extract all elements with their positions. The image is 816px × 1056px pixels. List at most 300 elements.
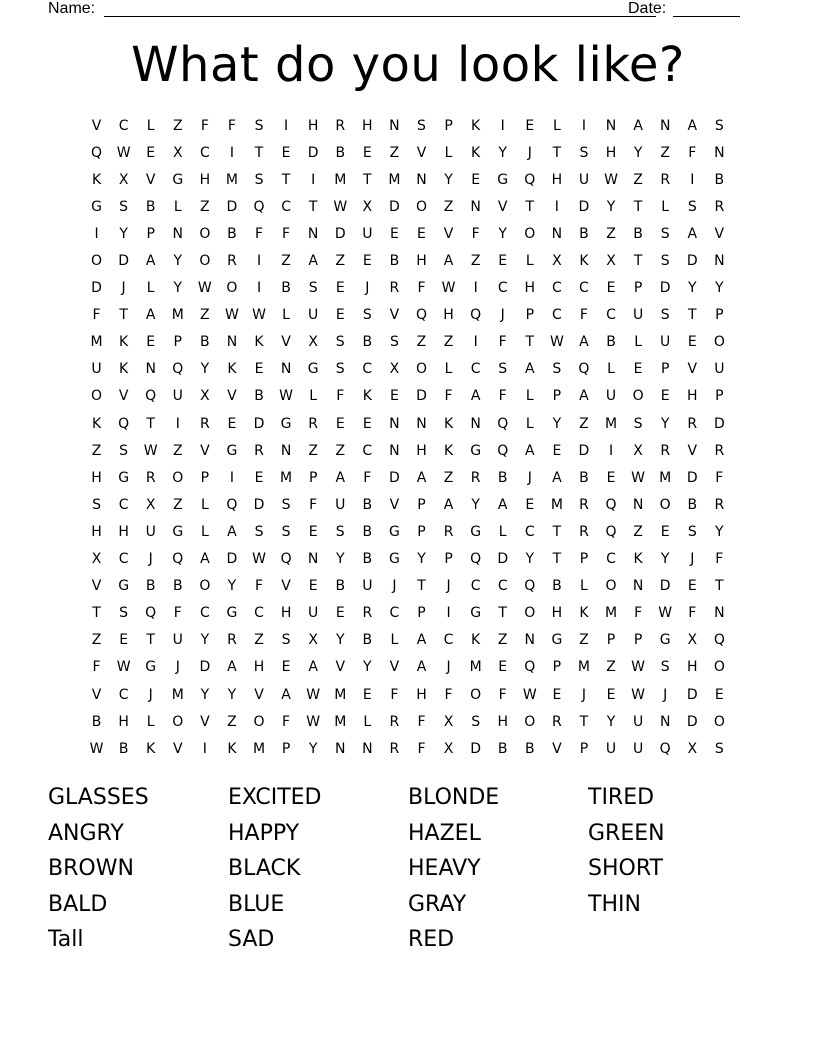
grid-letter[interactable]: I (256, 253, 262, 270)
grid-letter[interactable]: O (172, 713, 184, 730)
grid-letter[interactable]: C (389, 605, 400, 622)
grid-letter[interactable]: A (687, 117, 698, 134)
grid-letter[interactable]: Z (606, 225, 616, 242)
grid-letter[interactable]: E (254, 361, 264, 378)
grid-letter[interactable]: A (443, 496, 454, 513)
grid-letter[interactable]: E (335, 605, 345, 622)
grid-letter[interactable]: S (308, 280, 318, 297)
grid-letter[interactable]: B (362, 334, 373, 351)
grid-letter[interactable]: T (146, 415, 155, 432)
grid-letter[interactable]: O (713, 659, 725, 676)
grid-letter[interactable]: B (687, 496, 698, 513)
grid-letter[interactable]: Z (281, 253, 291, 270)
grid-letter[interactable]: G (470, 442, 482, 459)
grid-letter[interactable]: R (579, 496, 589, 513)
grid-letter[interactable]: D (253, 415, 265, 432)
grid-letter[interactable]: A (227, 659, 237, 676)
grid-letter[interactable]: Q (524, 171, 536, 188)
grid-letter[interactable]: B (606, 334, 616, 351)
grid-letter[interactable]: E (119, 632, 129, 649)
grid-letter[interactable]: J (690, 551, 695, 568)
grid-letter[interactable]: E (362, 415, 372, 432)
grid-letter[interactable]: B (497, 740, 508, 757)
grid-letter[interactable]: A (579, 334, 589, 351)
grid-letter[interactable]: O (415, 198, 427, 215)
grid-letter[interactable]: L (390, 632, 399, 649)
grid-letter[interactable]: P (633, 632, 643, 649)
grid-letter[interactable]: N (470, 198, 481, 215)
grid-letter[interactable]: Y (715, 280, 724, 297)
grid-letter[interactable]: Q (605, 523, 617, 540)
grid-letter[interactable]: Z (254, 632, 264, 649)
grid-letter[interactable]: Z (91, 632, 102, 649)
grid-letter[interactable]: T (417, 578, 426, 595)
grid-letter[interactable]: W (89, 740, 104, 757)
grid-letter[interactable]: N (659, 713, 671, 730)
grid-letter[interactable]: S (254, 117, 264, 134)
grid-letter[interactable]: I (94, 225, 99, 242)
grid-letter[interactable]: Q (470, 551, 482, 568)
grid-letter[interactable]: A (308, 253, 318, 270)
grid-letter[interactable]: A (687, 225, 698, 242)
date-blank-line[interactable] (673, 0, 740, 17)
grid-letter[interactable]: D (253, 496, 265, 513)
grid-letter[interactable]: J (527, 144, 532, 161)
grid-letter[interactable]: U (172, 388, 183, 405)
grid-letter[interactable]: J (175, 659, 180, 676)
grid-letter[interactable]: V (416, 144, 427, 161)
grid-letter[interactable]: X (389, 361, 400, 378)
grid-letter[interactable]: Q (172, 551, 184, 568)
grid-letter[interactable]: S (254, 523, 264, 540)
grid-letter[interactable]: I (473, 280, 478, 297)
grid-letter[interactable]: C (470, 578, 481, 595)
grid-letter[interactable]: Y (335, 632, 345, 649)
grid-letter[interactable]: R (552, 713, 562, 730)
grid-letter[interactable]: I (554, 198, 559, 215)
grid-letter[interactable]: Q (415, 307, 427, 324)
grid-letter[interactable]: V (254, 686, 264, 703)
grid-letter[interactable]: W (197, 280, 212, 297)
grid-letter[interactable]: S (687, 198, 697, 215)
grid-letter[interactable]: T (715, 578, 724, 595)
grid-letter[interactable]: N (714, 144, 725, 161)
grid-letter[interactable]: J (500, 307, 505, 324)
grid-letter[interactable]: E (552, 442, 562, 459)
grid-letter[interactable]: F (579, 307, 588, 324)
grid-letter[interactable]: Y (173, 253, 183, 270)
grid-letter[interactable]: V (200, 442, 210, 459)
grid-letter[interactable]: X (443, 713, 454, 730)
grid-letter[interactable]: J (392, 578, 397, 595)
grid-letter[interactable]: V (91, 686, 102, 703)
grid-letter[interactable]: Y (552, 415, 562, 432)
grid-letter[interactable]: E (606, 469, 616, 486)
grid-letter[interactable]: Q (172, 361, 184, 378)
grid-letter[interactable]: U (605, 388, 617, 405)
grid-letter[interactable]: I (581, 117, 587, 134)
grid-letter[interactable]: B (145, 198, 156, 215)
grid-letter[interactable]: T (281, 171, 291, 188)
grid-letter[interactable]: Y (200, 632, 210, 649)
grid-letter[interactable]: Q (145, 605, 157, 622)
grid-letter[interactable]: D (713, 415, 725, 432)
grid-letter[interactable]: C (524, 523, 535, 540)
grid-letter[interactable]: D (686, 686, 698, 703)
grid-letter[interactable]: H (551, 171, 563, 188)
grid-letter[interactable]: T (92, 605, 101, 622)
grid-letter[interactable]: N (389, 117, 400, 134)
grid-letter[interactable]: Z (172, 496, 183, 513)
grid-letter[interactable]: N (280, 442, 292, 459)
grid-letter[interactable]: E (308, 578, 318, 595)
grid-letter[interactable]: F (227, 117, 236, 134)
grid-letter[interactable]: A (525, 361, 535, 378)
grid-letter[interactable]: C (443, 632, 454, 649)
grid-letter[interactable]: W (306, 713, 321, 730)
grid-letter[interactable]: W (143, 442, 158, 459)
grid-letter[interactable]: Z (579, 415, 589, 432)
grid-letter[interactable]: D (578, 198, 590, 215)
grid-letter[interactable]: H (362, 117, 373, 134)
grid-letter[interactable]: S (660, 307, 670, 324)
grid-letter[interactable]: R (308, 415, 319, 432)
grid-letter[interactable]: R (687, 415, 698, 432)
grid-letter[interactable]: A (579, 388, 589, 405)
grid-letter[interactable]: N (659, 117, 671, 134)
grid-letter[interactable]: K (579, 605, 589, 622)
grid-letter[interactable]: W (522, 686, 537, 703)
grid-letter[interactable]: N (714, 605, 725, 622)
grid-letter[interactable]: B (362, 523, 373, 540)
grid-letter[interactable]: I (473, 334, 478, 351)
grid-letter[interactable]: G (172, 171, 184, 188)
grid-letter[interactable]: M (604, 605, 618, 622)
grid-letter[interactable]: W (631, 469, 646, 486)
grid-letter[interactable]: Z (443, 469, 454, 486)
grid-letter[interactable]: H (280, 605, 292, 622)
grid-letter[interactable]: X (172, 144, 183, 161)
grid-letter[interactable]: L (634, 334, 642, 351)
grid-letter[interactable]: E (281, 144, 291, 161)
grid-letter[interactable]: F (715, 469, 724, 486)
grid-letter[interactable]: G (280, 415, 292, 432)
grid-letter[interactable]: R (145, 469, 156, 486)
grid-letter[interactable]: T (552, 144, 562, 161)
grid-letter[interactable]: S (660, 225, 670, 242)
grid-letter[interactable]: U (578, 171, 590, 188)
grid-letter[interactable]: W (333, 198, 348, 215)
grid-letter[interactable]: O (632, 388, 644, 405)
grid-letter[interactable]: Z (660, 144, 670, 161)
grid-letter[interactable]: B (497, 469, 508, 486)
grid-letter[interactable]: C (118, 551, 129, 568)
grid-letter[interactable]: L (173, 198, 182, 215)
grid-letter[interactable]: G (388, 551, 400, 568)
grid-letter[interactable]: R (660, 171, 671, 188)
grid-letter[interactable]: S (335, 361, 345, 378)
grid-letter[interactable]: W (225, 307, 239, 324)
grid-letter[interactable]: X (633, 442, 643, 459)
grid-letter[interactable]: G (145, 659, 157, 676)
grid-letter[interactable]: Q (470, 307, 482, 324)
grid-letter[interactable]: Y (119, 225, 128, 242)
grid-letter[interactable]: O (659, 496, 671, 513)
grid-letter[interactable]: D (470, 740, 482, 757)
grid-letter[interactable]: H (91, 469, 102, 486)
grid-letter[interactable]: O (524, 605, 536, 622)
grid-letter[interactable]: V (145, 171, 156, 188)
grid-letter[interactable]: E (471, 171, 481, 188)
grid-letter[interactable]: E (606, 686, 616, 703)
grid-letter[interactable]: T (525, 198, 535, 215)
grid-letter[interactable]: S (119, 198, 129, 215)
grid-letter[interactable]: K (471, 144, 481, 161)
grid-letter[interactable]: D (118, 253, 129, 270)
grid-letter[interactable]: S (254, 171, 264, 188)
grid-letter[interactable]: N (307, 225, 319, 242)
grid-letter[interactable]: N (714, 253, 725, 270)
grid-letter[interactable]: F (498, 334, 507, 351)
grid-letter[interactable]: W (306, 686, 321, 703)
grid-letter[interactable]: W (631, 686, 646, 703)
grid-letter[interactable]: A (470, 388, 481, 405)
grid-letter[interactable]: E (362, 253, 372, 270)
grid-letter[interactable]: H (118, 713, 129, 730)
grid-letter[interactable]: C (118, 686, 129, 703)
grid-letter[interactable]: J (663, 686, 668, 703)
grid-letter[interactable]: D (226, 551, 238, 568)
grid-letter[interactable]: Z (416, 334, 427, 351)
grid-letter[interactable]: L (200, 496, 209, 513)
grid-letter[interactable]: H (91, 523, 102, 540)
grid-letter[interactable]: X (145, 496, 156, 513)
grid-letter[interactable]: U (91, 361, 102, 378)
grid-letter[interactable]: B (91, 713, 102, 730)
grid-letter[interactable]: H (416, 253, 427, 270)
grid-letter[interactable]: A (416, 632, 427, 649)
grid-letter[interactable]: H (416, 442, 427, 459)
grid-letter[interactable]: K (119, 361, 129, 378)
grid-letter[interactable]: G (226, 442, 238, 459)
grid-letter[interactable]: Y (227, 686, 237, 703)
grid-letter[interactable]: A (443, 253, 454, 270)
grid-letter[interactable]: N (632, 496, 644, 513)
grid-letter[interactable]: H (524, 280, 536, 297)
grid-letter[interactable]: D (226, 198, 238, 215)
grid-letter[interactable]: V (91, 117, 102, 134)
grid-letter[interactable]: Z (227, 713, 237, 730)
grid-letter[interactable]: F (254, 225, 264, 242)
grid-letter[interactable]: J (446, 659, 451, 676)
grid-letter[interactable]: C (199, 144, 210, 161)
grid-letter[interactable]: G (118, 578, 130, 595)
grid-letter[interactable]: X (687, 740, 698, 757)
grid-letter[interactable]: F (498, 686, 507, 703)
grid-letter[interactable]: V (497, 198, 508, 215)
grid-letter[interactable]: L (146, 280, 155, 297)
grid-letter[interactable]: O (253, 713, 265, 730)
grid-letter[interactable]: B (118, 740, 129, 757)
grid-letter[interactable]: E (714, 686, 724, 703)
grid-letter[interactable]: A (281, 686, 291, 703)
grid-letter[interactable]: X (91, 551, 102, 568)
grid-letter[interactable]: V (91, 578, 102, 595)
grid-letter[interactable]: Y (606, 713, 616, 730)
grid-letter[interactable]: F (282, 713, 291, 730)
grid-letter[interactable]: D (389, 469, 400, 486)
grid-letter[interactable]: Q (605, 496, 617, 513)
grid-letter[interactable]: L (146, 117, 155, 134)
grid-letter[interactable]: E (498, 253, 508, 270)
grid-letter[interactable]: O (605, 578, 617, 595)
grid-letter[interactable]: N (335, 740, 346, 757)
grid-letter[interactable]: G (470, 523, 482, 540)
grid-letter[interactable]: A (335, 469, 346, 486)
grid-letter[interactable]: L (580, 578, 588, 595)
grid-letter[interactable]: L (525, 415, 534, 432)
grid-letter[interactable]: W (549, 334, 564, 351)
grid-letter[interactable]: M (550, 496, 563, 513)
grid-letter[interactable]: R (362, 605, 373, 622)
grid-letter[interactable]: S (633, 415, 643, 432)
grid-letter[interactable]: H (551, 605, 563, 622)
grid-letter[interactable]: E (687, 578, 697, 595)
grid-letter[interactable]: Y (525, 551, 535, 568)
grid-letter[interactable]: Y (498, 225, 507, 242)
grid-letter[interactable]: O (91, 388, 103, 405)
grid-letter[interactable]: L (363, 713, 372, 730)
grid-letter[interactable]: M (90, 334, 103, 351)
grid-letter[interactable]: T (552, 551, 562, 568)
grid-letter[interactable]: P (146, 225, 155, 242)
grid-letter[interactable]: C (497, 280, 508, 297)
grid-letter[interactable]: C (281, 198, 291, 215)
grid-letter[interactable]: U (605, 740, 617, 757)
grid-letter[interactable]: W (252, 307, 266, 324)
grid-letter[interactable]: E (146, 144, 156, 161)
grid-letter[interactable]: I (446, 605, 451, 622)
grid-letter[interactable]: B (362, 496, 373, 513)
grid-letter[interactable]: E (633, 361, 643, 378)
grid-letter[interactable]: M (659, 469, 672, 486)
grid-letter[interactable]: N (389, 442, 400, 459)
grid-letter[interactable]: T (687, 307, 697, 324)
grid-letter[interactable]: T (552, 523, 562, 540)
grid-letter[interactable]: F (417, 740, 426, 757)
grid-letter[interactable]: O (524, 713, 536, 730)
grid-letter[interactable]: N (226, 334, 238, 351)
grid-letter[interactable]: M (334, 713, 347, 730)
grid-letter[interactable]: Y (308, 740, 318, 757)
grid-letter[interactable]: F (688, 144, 697, 161)
grid-letter[interactable]: E (281, 659, 291, 676)
grid-letter[interactable]: G (172, 523, 184, 540)
grid-letter[interactable]: N (416, 171, 427, 188)
grid-letter[interactable]: O (199, 578, 211, 595)
grid-letter[interactable]: P (552, 388, 562, 405)
grid-letter[interactable]: V (118, 388, 129, 405)
grid-letter[interactable]: P (715, 388, 724, 405)
grid-letter[interactable]: R (443, 523, 454, 540)
grid-letter[interactable]: B (227, 225, 237, 242)
grid-letter[interactable]: A (552, 469, 562, 486)
grid-letter[interactable]: K (443, 442, 454, 459)
grid-letter[interactable]: V (552, 740, 562, 757)
grid-letter[interactable]: S (362, 307, 372, 324)
grid-letter[interactable]: T (633, 198, 643, 215)
grid-letter[interactable]: U (714, 361, 725, 378)
grid-letter[interactable]: K (443, 415, 454, 432)
grid-letter[interactable]: K (633, 551, 643, 568)
grid-letter[interactable]: V (200, 713, 210, 730)
grid-letter[interactable]: P (308, 469, 318, 486)
grid-letter[interactable]: E (660, 388, 670, 405)
grid-letter[interactable]: Z (200, 307, 210, 324)
grid-letter[interactable]: H (118, 523, 129, 540)
grid-letter[interactable]: R (714, 198, 725, 215)
grid-letter[interactable]: Y (606, 198, 616, 215)
grid-letter[interactable]: O (524, 225, 536, 242)
grid-letter[interactable]: O (713, 334, 725, 351)
grid-letter[interactable]: R (227, 253, 237, 270)
grid-letter[interactable]: P (444, 117, 453, 134)
grid-letter[interactable]: N (145, 361, 156, 378)
grid-letter[interactable]: K (579, 253, 589, 270)
grid-letter[interactable]: T (308, 198, 318, 215)
grid-letter[interactable]: H (443, 307, 454, 324)
grid-letter[interactable]: F (92, 659, 101, 676)
grid-letter[interactable]: Q (118, 415, 130, 432)
grid-letter[interactable]: K (471, 117, 481, 134)
grid-letter[interactable]: T (363, 171, 372, 188)
grid-letter[interactable]: W (604, 171, 618, 188)
grid-letter[interactable]: M (334, 686, 347, 703)
grid-letter[interactable]: B (524, 740, 535, 757)
grid-letter[interactable]: K (119, 334, 129, 351)
grid-letter[interactable]: C (199, 605, 210, 622)
grid-letter[interactable]: S (498, 361, 508, 378)
grid-letter[interactable]: G (551, 632, 563, 649)
grid-letter[interactable]: F (200, 117, 209, 134)
grid-letter[interactable]: K (227, 361, 237, 378)
grid-letter[interactable]: N (362, 740, 373, 757)
grid-letter[interactable]: F (498, 388, 507, 405)
grid-letter[interactable]: C (579, 280, 589, 297)
grid-letter[interactable]: L (661, 198, 670, 215)
grid-letter[interactable]: J (121, 280, 126, 297)
grid-letter[interactable]: X (552, 253, 562, 270)
grid-letter[interactable]: P (525, 307, 535, 324)
grid-letter[interactable]: Z (172, 117, 183, 134)
grid-letter[interactable]: Y (633, 144, 643, 161)
grid-letter[interactable]: V (281, 334, 291, 351)
grid-letter[interactable]: C (362, 442, 373, 459)
grid-letter[interactable]: Q (497, 415, 509, 432)
grid-letter[interactable]: T (146, 632, 155, 649)
grid-letter[interactable]: C (551, 280, 562, 297)
grid-letter[interactable]: N (172, 225, 184, 242)
grid-letter[interactable]: V (714, 225, 725, 242)
grid-letter[interactable]: U (145, 523, 156, 540)
grid-letter[interactable]: F (282, 225, 291, 242)
grid-letter[interactable]: M (469, 659, 482, 676)
grid-letter[interactable]: Q (524, 659, 536, 676)
grid-letter[interactable]: R (335, 117, 346, 134)
grid-letter[interactable]: I (311, 171, 316, 188)
grid-letter[interactable]: D (659, 578, 671, 595)
grid-letter[interactable]: V (687, 361, 698, 378)
